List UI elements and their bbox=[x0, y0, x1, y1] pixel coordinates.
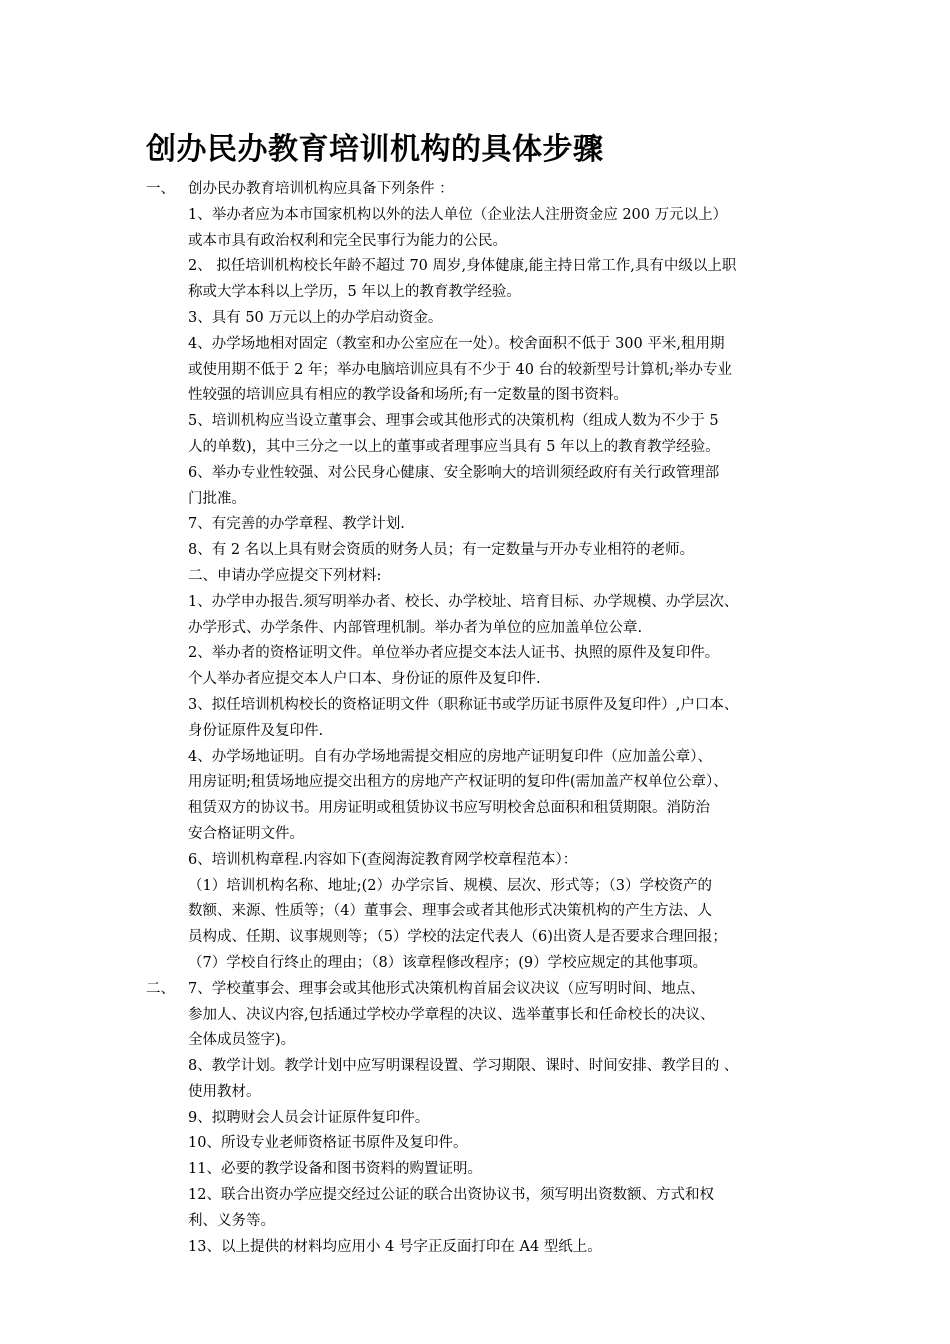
text-line: 2、举办者的资格证明文件。单位举办者应提交本法人证书、执照的原件及复印件。 bbox=[188, 645, 720, 662]
text-line: 6、举办专业性较强、对公民身心健康、安全影响大的培训须经政府有关行政管理部 bbox=[188, 464, 720, 481]
text-line: 6、培训机构章程.内容如下(查阅海淀教育网学校章程范本）： bbox=[188, 851, 578, 868]
text-line: 4、办学场地相对固定（教室和办公室应在一处）。校舍面积不低于 300 平米,租用期 bbox=[188, 335, 725, 352]
text-line: （7）学校自行终止的理由；（8）该章程修改程序；(9）学校应规定的其他事项。 bbox=[188, 954, 708, 971]
text-line: 1、举办者应为本市国家机构以外的法人单位（企业法人注册资金应 200 万元以上） bbox=[188, 206, 728, 223]
text-line: 7、有完善的办学章程、教学计划. bbox=[188, 516, 405, 533]
text-line: 3、具有 50 万元以上的办学启动资金。 bbox=[188, 309, 443, 326]
text-line: （1）培训机构名称、地址;(2）办学宗旨、规模、层次、形式等；（3）学校资产的 bbox=[188, 877, 712, 894]
text-line: 11、必要的教学设备和图书资料的购置证明。 bbox=[188, 1161, 482, 1178]
text-line: 人的单数)，其中三分之一以上的董事或者理事应当具有 5 年以上的教育教学经验。 bbox=[188, 438, 720, 455]
text-line: 身份证原件及复印件. bbox=[188, 722, 324, 739]
text-line: 1、办学申办报告.须写明举办者、校长、办学校址、培育目标、办学规模、办学层次、 bbox=[188, 593, 739, 610]
text-line: 使用教材。 bbox=[188, 1083, 261, 1100]
text-line: 门批准。 bbox=[188, 490, 246, 507]
text-line: 创办民办教育培训机构应具备下列条件 ： bbox=[188, 181, 454, 197]
text-line: 性较强的培训应具有相应的教学设备和场所;有一定数量的图书资料。 bbox=[188, 387, 628, 404]
text-line: 12、联合出资办学应提交经过公证的联合出资协议书，须写明出资数额、方式和权 bbox=[188, 1187, 714, 1204]
text-line: 或本市具有政治权利和完全民事行为能力的公民。 bbox=[188, 232, 507, 249]
text-line: 员构成、任期、议事规则等；（5）学校的法定代表人（6)出资人是否要求合理回报； bbox=[188, 929, 727, 946]
text-line: 7、学校董事会、理事会或其他形式决策机构首届会议决议（应写明时间、地点、 bbox=[188, 980, 705, 997]
section-1 bbox=[146, 177, 826, 977]
text-line: 2、 拟任培训机构校长年龄不超过 70 周岁,身体健康,能主持日常工作,具有中级以上职 bbox=[188, 258, 737, 275]
text-line: 5、培训机构应当设立董事会、理事会或其他形式的决策机构（组成人数为不少于 5 bbox=[188, 413, 719, 430]
document-title: 创办民办教育培训机构的具体步骤 bbox=[146, 132, 604, 167]
text-line: 或使用期不低于 2 年；举办电脑培训应具有不少于 40 台的较新型号计算机;举办专业 bbox=[188, 361, 732, 378]
text-line: 8、教学计划。教学计划中应写明课程设置、学习期限、课时、时间安排、教学目的 、 bbox=[188, 1058, 739, 1075]
text-line: 参加人、决议内容,包括通过学校办学章程的决议、选举董事长和任命校长的决议、 bbox=[188, 1006, 715, 1023]
text-line: 办学形式、办学条件、内部管理机制。举办者为单位的应加盖单位公章. bbox=[188, 619, 643, 636]
section-2 bbox=[146, 977, 826, 1261]
text-line: 10、所设专业老师资格证书原件及复印件。 bbox=[188, 1135, 468, 1152]
section-2-marker: 二、 bbox=[146, 980, 175, 997]
text-line: 称或大学本科以上学历，5 年以上的教育教学经验。 bbox=[188, 284, 521, 301]
text-line: 9、拟聘财会人员会计证原件复印件。 bbox=[188, 1109, 430, 1126]
text-line: 全体成员签字)。 bbox=[188, 1032, 296, 1049]
text-line: 租赁双方的协议书。用房证明或租赁协议书应写明校舍总面积和租赁期限。消防治 bbox=[188, 800, 710, 817]
document-body bbox=[146, 177, 826, 1260]
text-line: 8、有 2 名以上具有财会资质的财务人员；有一定数量与开办专业相符的老师。 bbox=[188, 542, 695, 559]
section-1-marker: 一、 bbox=[146, 181, 175, 197]
text-line: 4、办学场地证明。自有办学场地需提交相应的房地产证明复印件（应加盖公章）、 bbox=[188, 748, 712, 765]
text-line: 利、义务等。 bbox=[188, 1212, 275, 1229]
text-line: 13、以上提供的材料均应用小 4 号字正反面打印在 A4 型纸上。 bbox=[188, 1238, 602, 1255]
text-line: 数额、来源、性质等；（4）董事会、理事会或者其他形式决策机构的产生方法、人 bbox=[188, 903, 712, 920]
text-line: 安合格证明文件。 bbox=[188, 825, 304, 842]
text-line: 个人举办者应提交本人户口本、身份证的原件及复印件. bbox=[188, 671, 541, 688]
text-line: 3、拟任培训机构校长的资格证明文件（职称证书或学历证书原件及复印件）,户口本、 bbox=[188, 696, 739, 713]
section-2-lines bbox=[188, 977, 826, 1261]
text-line: 用房证明;租赁场地应提交出租方的房地产产权证明的复印件(需加盖产权单位公章）、 bbox=[188, 774, 728, 791]
text-line: 二、申请办学应提交下列材料: bbox=[188, 567, 382, 584]
section-1-lines bbox=[188, 177, 826, 977]
